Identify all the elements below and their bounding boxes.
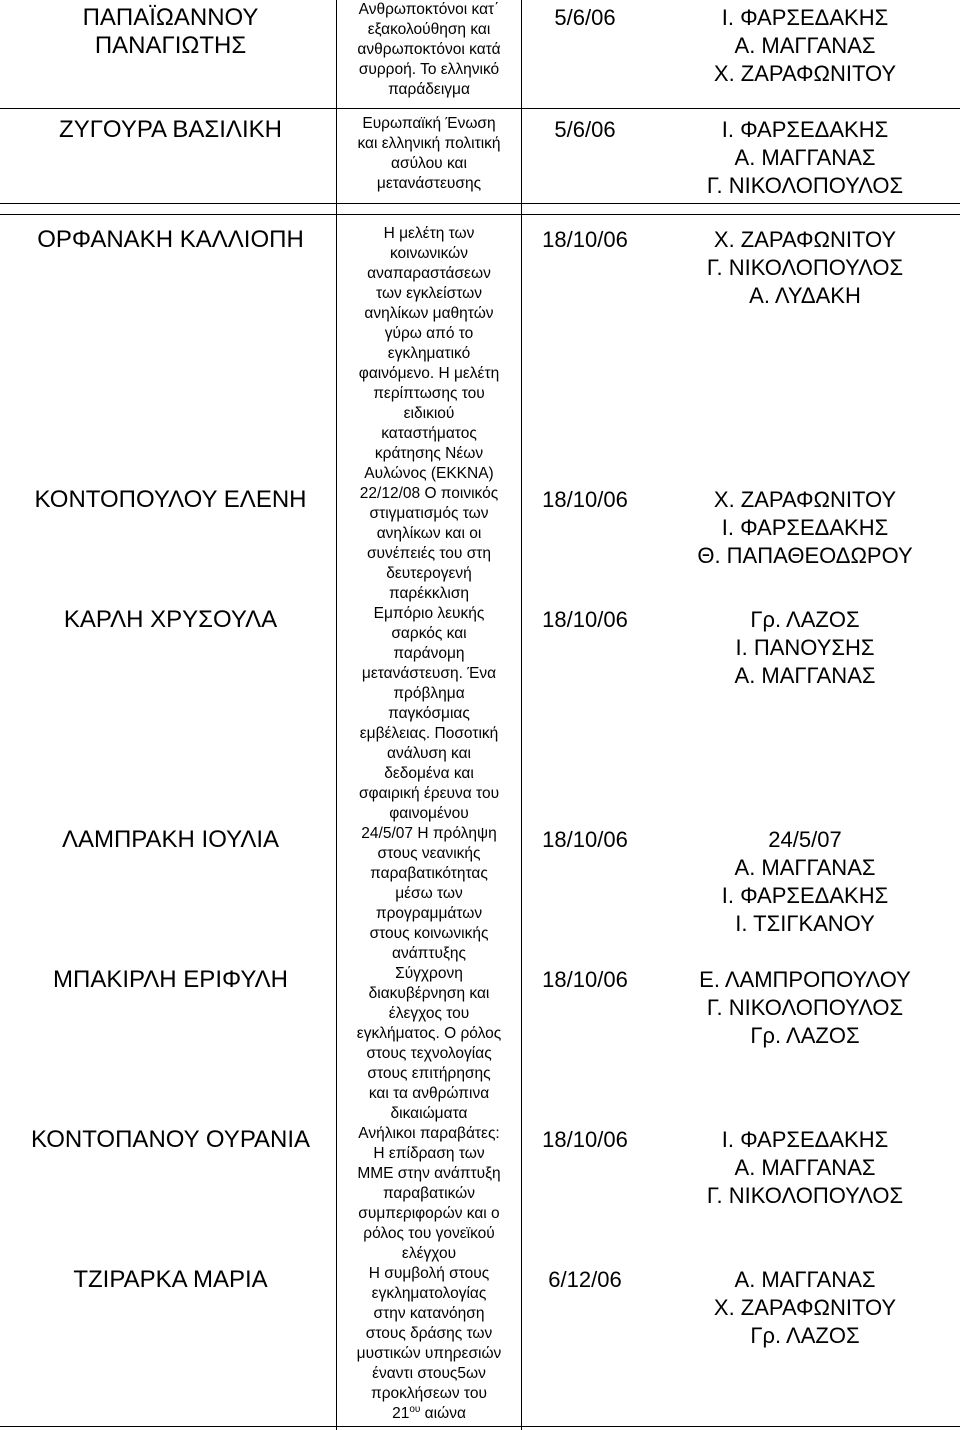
thesis-title-line: έλεγχος του	[388, 1005, 470, 1022]
thesis-title-line: παραβατικών	[382, 1185, 476, 1202]
thesis-title-line: παράδειγμα	[388, 81, 470, 98]
committee-member: Θ. ΠΑΠΑΘΕΟΔΩΡΟΥ	[697, 543, 913, 568]
committee-member: Ι. ΦΑΡΣΕΔΑΚΗΣ	[721, 5, 889, 30]
thesis-title-line: στους κοινωνικής	[369, 925, 489, 942]
student-name	[8, 1126, 333, 1154]
thesis-title-line: Ανθρωποκτόνοι κατ΄	[358, 1, 500, 18]
student-name	[8, 4, 333, 60]
committee-member: Ι. ΠΑΝΟΥΣΗΣ	[735, 635, 875, 660]
thesis-title-line: φαινομένου	[389, 805, 469, 822]
student-name-line: ΖΥΓΟΥΡΑ ΒΑΣΙΛΙΚΗ	[59, 116, 282, 143]
thesis-title	[340, 1264, 518, 1424]
student-name	[8, 966, 333, 994]
thesis-title-line: πρόβλημα	[393, 685, 465, 702]
table-bottom-border	[0, 1426, 960, 1427]
thesis-title-line: Ανήλικοι παραβάτες:	[358, 1125, 500, 1142]
row-divider	[0, 214, 960, 215]
committee-members	[650, 606, 960, 690]
student-name-line: ΠΑΠΑΪΩΑΝΝΟΥ	[82, 4, 259, 31]
student-name-line: ΛΑΜΠΡΑΚΗ ΙΟΥΛΙΑ	[61, 826, 280, 853]
committee-member: Χ. ΖΑΡΑΦΩΝΙΤΟΥ	[713, 487, 897, 512]
thesis-title-line: παράνομη	[393, 645, 465, 662]
thesis-title-line: Η μελέτη των	[383, 225, 475, 242]
committee-members	[650, 486, 960, 570]
thesis-title-line: φαινόμενο. Η μελέτη	[358, 365, 500, 382]
thesis-title-line: καταστήματος	[381, 425, 477, 442]
thesis-title-line: Η συμβολή στους	[368, 1265, 490, 1282]
committee-member: Ι. ΦΑΡΣΕΔΑΚΗΣ	[721, 515, 889, 540]
thesis-title-line: προγραμμάτων	[375, 905, 483, 922]
century-word: αιώνα	[420, 1405, 466, 1422]
student-name-line: ΟΡΦΑΝΑΚΗ ΚΑΛΛΙΟΠΗ	[37, 226, 304, 253]
committee-members	[650, 966, 960, 1050]
thesis-title-line: αναπαραστάσεων	[367, 265, 491, 282]
student-name-line: ΜΠΑΚΙΡΛΗ ΕΡΙΦΥΛΗ	[53, 966, 288, 993]
thesis-title-line: γύρω από το	[384, 325, 474, 342]
committee-member: Γ. ΝΙΚΟΛΟΠΟΥΛΟΣ	[706, 173, 904, 198]
thesis-title-line: μέσω των	[395, 885, 463, 902]
committee-member: Γ. ΝΙΚΟΛΟΠΟΥΛΟΣ	[706, 1183, 904, 1208]
exam-date: 5/6/06	[554, 117, 616, 142]
committee-member: Χ. ΖΑΡΑΦΩΝΙΤΟΥ	[713, 227, 897, 252]
exam-date: 18/10/06	[542, 967, 628, 992]
row-divider	[0, 203, 960, 204]
thesis-title-line: εγκληματολογίας	[371, 1285, 487, 1302]
student-name	[8, 1266, 333, 1294]
committee-member: Α. ΛΥΔΑΚΗ	[749, 283, 861, 308]
thesis-title-line: στους τεχνολογίας	[366, 1045, 492, 1062]
thesis-title	[340, 964, 518, 1124]
thesis-title-line: των εγκλείστων	[376, 285, 482, 302]
thesis-title-line: μετανάστευση. Ένα	[361, 665, 497, 682]
thesis-title-line: ασύλου και	[391, 155, 467, 172]
thesis-title-line: ειδικιού	[403, 405, 455, 422]
student-name-line: ΚΑΡΛΗ ΧΡΥΣΟΥΛΑ	[63, 606, 278, 633]
committee-member: Α. ΜΑΓΓΑΝΑΣ	[734, 33, 876, 58]
thesis-title-line: έναντι στους5ων	[372, 1365, 486, 1382]
row-divider	[0, 108, 960, 109]
century-number: 21	[392, 1405, 410, 1422]
thesis-title	[340, 0, 518, 100]
thesis-title-line: στιγματισμός των	[369, 505, 489, 522]
exam-date: 6/12/06	[548, 1267, 622, 1292]
thesis-title-line: Αυλώνος (ΕΚΚΝΑ)	[364, 465, 494, 482]
committee-member: Γρ. ΛΑΖΟΣ	[750, 607, 860, 632]
exam-date: 18/10/06	[542, 1127, 628, 1152]
thesis-title-line: και τα ανθρώπινα	[368, 1085, 490, 1102]
thesis-title-line: ανηλίκων και οι	[376, 525, 482, 542]
thesis-title-line: σφαιρική έρευνα του	[358, 785, 500, 802]
thesis-title-line: δικαιώματα	[390, 1105, 468, 1122]
thesis-title	[340, 224, 518, 484]
thesis-title-line: παρέκκλιση	[388, 585, 470, 602]
thesis-title-last-line	[340, 1404, 518, 1424]
thesis-title-line: Σύγχρονη	[395, 965, 463, 982]
student-name	[8, 226, 333, 254]
thesis-title	[340, 114, 518, 194]
thesis-title-line: κοινωνικών	[389, 245, 469, 262]
student-name	[8, 486, 333, 514]
committee-member: Ι. ΦΑΡΣΕΔΑΚΗΣ	[721, 117, 889, 142]
committee-member: Ι. ΤΣΙΓΚΑΝΟΥ	[735, 911, 875, 936]
thesis-title-line: δεδομένα και	[384, 765, 474, 782]
thesis-title-line: και ελληνική πολιτική	[357, 135, 501, 152]
committee-member: Ι. ΦΑΡΣΕΔΑΚΗΣ	[721, 883, 889, 908]
committee-member: 24/5/07	[768, 827, 842, 852]
committee-member: Γ. ΝΙΚΟΛΟΠΟΥΛΟΣ	[706, 255, 904, 280]
student-name	[8, 606, 333, 634]
committee-member: Ε. ΛΑΜΠΡΟΠΟΥΛΟΥ	[699, 967, 911, 992]
thesis-title-line: προκλήσεων του	[371, 1385, 487, 1402]
student-name	[8, 116, 333, 144]
committee-member: Γρ. ΛΑΖΟΣ	[750, 1323, 860, 1348]
thesis-title-line: μετανάστευσης	[376, 175, 482, 192]
committee-member: Α. ΜΑΓΓΑΝΑΣ	[734, 1267, 876, 1292]
thesis-title-line: ανηλίκων μαθητών	[364, 305, 494, 322]
committee-member: Γρ. ΛΑΖΟΣ	[750, 1023, 860, 1048]
committee-members	[650, 826, 960, 938]
exam-date: 18/10/06	[542, 827, 628, 852]
thesis-title	[340, 604, 518, 824]
thesis-title-line: στους νεανικής	[377, 845, 481, 862]
thesis-title-line: περίπτωσης του	[373, 385, 485, 402]
thesis-title-line: 22/12/08 Ο ποινικός	[359, 485, 499, 502]
thesis-title-line: ανάπτυξης	[392, 945, 466, 962]
thesis-title-line: εγκλήματος. Ο ρόλος	[356, 1025, 502, 1042]
thesis-title-line: στους δράσης των	[365, 1325, 493, 1342]
thesis-title-line: στους επιτήρησης	[367, 1065, 491, 1082]
thesis-title-line: 24/5/07 Η πρόληψη	[361, 825, 497, 842]
committee-members	[650, 116, 960, 200]
student-name-line: ΠΑΝΑΓΙΩΤΗΣ	[94, 32, 247, 59]
thesis-title-line: δευτερογενή	[386, 565, 472, 582]
thesis-title-line: ελέγχου	[401, 1245, 457, 1262]
thesis-title	[340, 484, 518, 604]
thesis-title-line: σαρκός και	[391, 625, 467, 642]
committee-members	[650, 1126, 960, 1210]
thesis-title-line: διακυβέρνηση και	[368, 985, 490, 1002]
thesis-title-line: συμπεριφορών και ο	[358, 1205, 500, 1222]
committee-member: Ι. ΦΑΡΣΕΔΑΚΗΣ	[721, 1127, 889, 1152]
student-name	[8, 826, 333, 854]
committee-members	[650, 4, 960, 88]
thesis-title-line: εγκληματικό	[387, 345, 471, 362]
exam-date: 5/6/06	[554, 5, 616, 30]
thesis-title-line: συνέπειές του στη	[366, 545, 492, 562]
thesis-title-line: στην κατανόηση	[373, 1305, 485, 1322]
committee-member: Α. ΜΑΓΓΑΝΑΣ	[734, 855, 876, 880]
committee-member: Α. ΜΑΓΓΑΝΑΣ	[734, 1155, 876, 1180]
thesis-title	[340, 824, 518, 964]
thesis-title-line: εμβέλειας. Ποσοτική	[359, 725, 499, 742]
exam-date: 18/10/06	[542, 487, 628, 512]
student-name-line: ΚΟΝΤΟΠΟΥΛΟΥ ΕΛΕΝΗ	[34, 486, 307, 513]
thesis-title-line: ΜΜΕ στην ανάπτυξη	[357, 1165, 501, 1182]
thesis-title	[340, 1124, 518, 1264]
committee-member: Χ. ΖΑΡΑΦΩΝΙΤΟΥ	[713, 1295, 897, 1320]
committee-member: Α. ΜΑΓΓΑΝΑΣ	[734, 663, 876, 688]
thesis-title-line: Ευρωπαϊκή Ένωση	[362, 115, 496, 132]
thesis-title-line: Η επίδραση των	[373, 1145, 485, 1162]
exam-date: 18/10/06	[542, 227, 628, 252]
committee-member: Γ. ΝΙΚΟΛΟΠΟΥΛΟΣ	[706, 995, 904, 1020]
thesis-title-line: κράτησης Νέων	[374, 445, 484, 462]
ordinal-suffix: ου	[409, 1403, 421, 1415]
committee-member: Χ. ΖΑΡΑΦΩΝΙΤΟΥ	[713, 61, 897, 86]
exam-date: 18/10/06	[542, 607, 628, 632]
student-name-line: ΤΖΙΡΑΡΚΑ ΜΑΡΙΑ	[73, 1266, 268, 1293]
thesis-title-line: συρροή. Το ελληνικό	[358, 61, 500, 78]
thesis-title-line: ρόλος του γονεϊκού	[363, 1225, 495, 1242]
student-name-line: ΚΟΝΤΟΠΑΝΟΥ ΟΥΡΑΝΙΑ	[30, 1126, 311, 1153]
committee-member: Α. ΜΑΓΓΑΝΑΣ	[734, 145, 876, 170]
thesis-title-line: μυστικών υπηρεσιών	[356, 1345, 502, 1362]
thesis-title-line: εξακολούθηση και	[367, 21, 491, 38]
thesis-title-line: ανάλυση και	[387, 745, 471, 762]
committee-members	[650, 226, 960, 310]
thesis-title-line: παγκόσμιας	[388, 705, 470, 722]
thesis-title-line: παραβατικότητας	[370, 865, 488, 882]
thesis-title-line: Εμπόριο λευκής	[373, 605, 485, 622]
committee-members	[650, 1266, 960, 1350]
thesis-title-line: ανθρωποκτόνοι κατά	[357, 41, 501, 58]
